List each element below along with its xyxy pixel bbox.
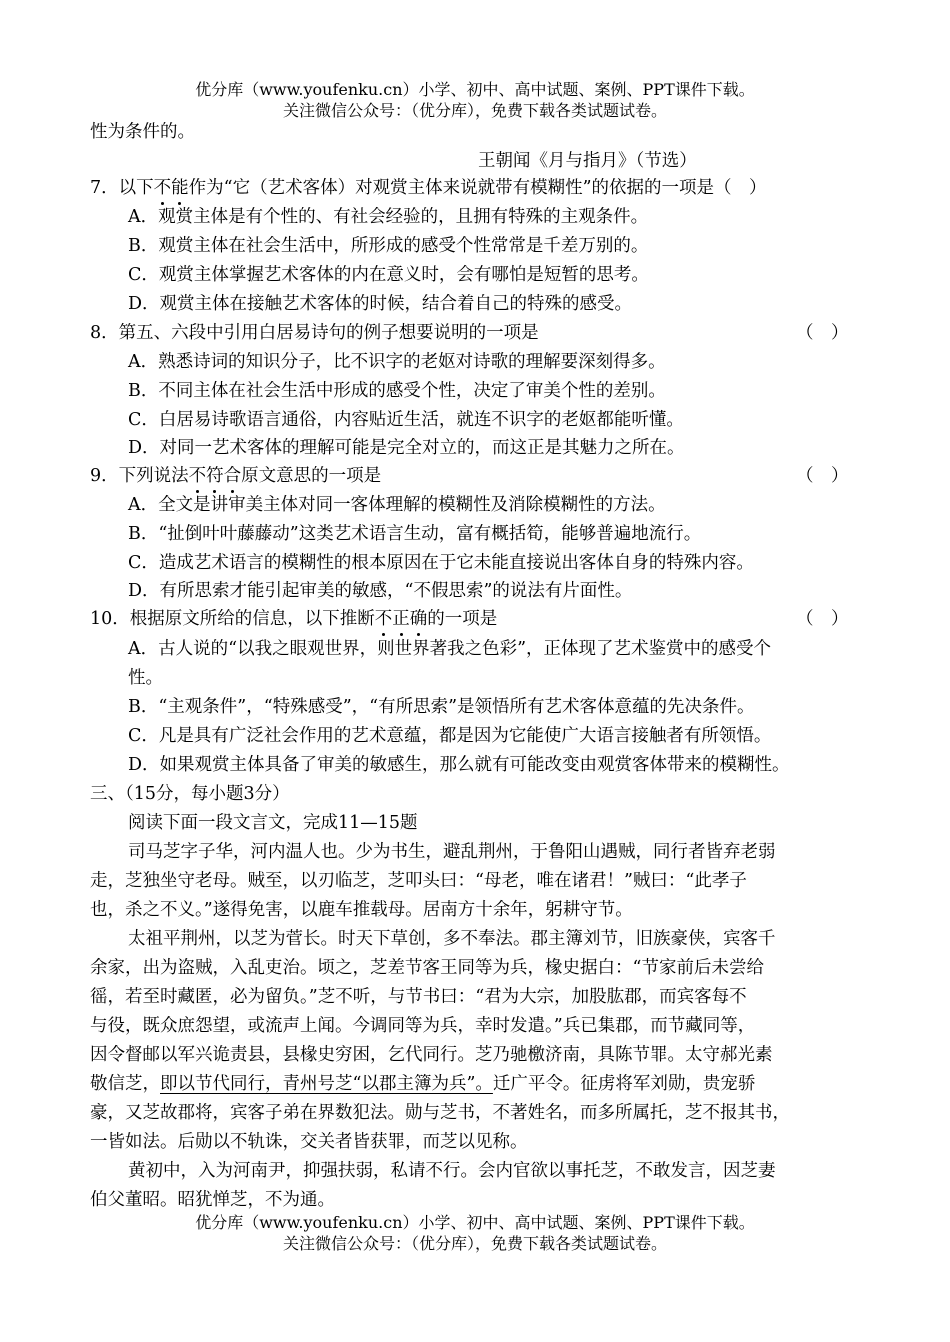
emphasis-mark (189, 466, 242, 486)
question-7-stem (90, 174, 767, 202)
question-8-option-c: C．白居易诗歌语言通俗，内容贴近生活，就连不识字的老妪都能听懂。 (128, 410, 684, 430)
question-7-option-d: D．观赏主体在接触艺术客体的时候，结合着自己的特殊的感受。 (128, 294, 633, 314)
classical-text-line: 伯父董昭。昭犹惮芝，不为通。 (90, 1190, 335, 1210)
emphasis-char: 不 (189, 462, 207, 490)
emphasis-char: 符 (206, 462, 224, 490)
passage-tail: 性为条件的。 (90, 122, 195, 142)
emphasis-char: 正 (392, 605, 410, 633)
question-9-answer-blank: （ ） (796, 466, 849, 486)
emphasis-char: 不 (154, 174, 172, 202)
classical-text-line: 太祖平荆州，以芝为菅长。时天下草创，多不奉法。郡主簿刘节，旧族豪侠，宾客千 (128, 929, 776, 949)
question-8-option-b: B．不同主体在社会生活中形成的感受个性，决定了审美个性的差别。 (128, 381, 666, 401)
question-10-answer-blank: （ ） (796, 609, 849, 629)
stem-text: 原文意思的一项是 (241, 466, 382, 486)
question-10-option-a: A．古人说的“以我之眼观世界，则世界著我之色彩”，正体现了艺术鉴赏中的感受个 (128, 639, 772, 659)
classical-text-line: 司马芝字子华，河内温人也。少为书生，避乱荆州，于鲁阳山遇贼，同行者皆弃老弱 (128, 842, 776, 862)
question-10-stem (90, 605, 497, 633)
stem-text: 9．下列说法 (90, 466, 189, 486)
classical-text-line (90, 1070, 755, 1098)
footer-line-2: 关注微信公众号：（优分库），免费下载各类试题试卷。 (282, 1234, 667, 1253)
question-7-option-c: C．观赏主体掌握艺术客体的内在意义时，会有哪怕是短暂的思考。 (128, 265, 649, 285)
underlined-sentence: 即以节代同行，青州号芝“以郡主簿为兵”。 (160, 1074, 493, 1094)
question-9-option-c: C．造成艺术语言的模糊性的根本原因在于它未能直接说出客体自身的特殊内容。 (128, 553, 754, 573)
passage-source: 王朝闻《月与指月》（节选） (478, 151, 697, 171)
question-7-option-a: A．观赏主体是有个性的、有社会经验的，且拥有特殊的主观条件。 (128, 207, 649, 227)
text-segment: 迁广平令。征虏将军刘勋，贵宠骄 (492, 1074, 756, 1094)
question-8-stem: 8．第五、六段中引用白居易诗句的例子想要说明的一项是 (90, 323, 539, 343)
question-8-answer-blank: （ ） (796, 323, 849, 343)
stem-text: 作为“它（艺术客体）对观赏主体来说就带有模糊性”的依据的一项是（ ） (188, 178, 767, 198)
classical-text-line: 与役，既众庶怨望，或流声上闻。今调同等为兵，幸时发遣。”兵已集郡，而节藏同等， (90, 1016, 756, 1036)
section-3-instruction: 阅读下面一段文言文，完成11—15题 (128, 813, 418, 833)
classical-text-line: 黄初中，入为河南尹，抑强扶弱，私请不行。会内官欲以事托芝，不敢发言，因芝妻 (128, 1161, 776, 1181)
question-8-option-d: D．对同一艺术客体的理解可能是完全对立的，而这正是其魅力之所在。 (128, 438, 685, 458)
question-10-option-d: D．如果观赏主体具备了审美的敏感生，那么就有可能改变由观赏客体带来的模糊性。 (128, 755, 790, 775)
stem-text: 7．以下 (90, 178, 154, 198)
emphasis-mark (375, 609, 428, 629)
question-10-option-b: B．“主观条件”，“特殊感受”，“有所思索”是领悟所有艺术客体意蕴的先决条件。 (128, 697, 755, 717)
header-line-1: 优分库（www.youfenku.cn）小学、初中、高中试题、案例、PPT课件下载。 (195, 80, 755, 99)
emphasis-char: 不 (375, 605, 393, 633)
header-line-2: 关注微信公众号：（优分库），免费下载各类试题试卷。 (282, 101, 667, 120)
question-7-option-b: B．观赏主体在社会生活中，所形成的感受个性常常是千差万别的。 (128, 236, 649, 256)
question-9-stem (90, 462, 381, 490)
emphasis-mark (154, 178, 189, 198)
emphasis-char: 确 (410, 605, 428, 633)
footer-line-1: 优分库（www.youfenku.cn）小学、初中、高中试题、案例、PPT课件下载。 (195, 1213, 755, 1232)
emphasis-char: 能 (171, 174, 189, 202)
classical-text-line: 因令督邮以军兴诡责县，县椽史穷困，乞代同行。芝乃驰檄济南，具陈节罪。太守郝光素 (90, 1045, 773, 1065)
question-9-option-d: D．有所思索才能引起审美的敏感，“不假思索”的说法有片面性。 (128, 581, 633, 601)
classical-text-line: 豪，又芝故郡将，宾客子弟在界数犯法。勋与芝书，不著姓名，而多所属托，芝不报其书， (90, 1103, 790, 1123)
question-10-option-c: C．凡是具有广泛社会作用的艺术意蕴，都是因为它能使广大语言接触者有所领悟。 (128, 726, 772, 746)
classical-text-line: 余家，出为盗贼，入乱吏治。顷之，芝差节客王同等为兵，椽史据白：“节家前后未尝给 (90, 958, 764, 978)
classical-text-line: 一皆如法。后勋以不轨诛，交关者皆获罪，而芝以见称。 (90, 1132, 528, 1152)
question-10-option-a-cont: 性。 (128, 668, 163, 688)
text-segment: 敬信芝， (90, 1074, 160, 1094)
emphasis-char: 合 (224, 462, 242, 490)
section-3-title: 三、（15分，每小题3分） (90, 784, 290, 804)
question-8-option-a: A．熟悉诗词的知识分子，比不识字的老妪对诗歌的理解要深刻得多。 (128, 352, 666, 372)
question-9-option-a: A．全文是讲审美主体对同一客体理解的模糊性及消除模糊性的方法。 (128, 495, 666, 515)
stem-text: 10．根据原文所给的信息，以下推断 (90, 609, 375, 629)
classical-text-line: 也，杀之不义。”遂得免害，以鹿车推载母。居南方十余年，躬耕守节。 (90, 900, 633, 920)
question-9-option-b: B．“扯倒叶叶藤藤动”这类艺术语言生动，富有概括筍，能够普遍地流行。 (128, 524, 702, 544)
classical-text-line: 走，芝独坐守老母。贼至，以刃临芝，芝叩头曰：“母老，唯在诸君！”贼曰：“此孝子 (90, 871, 747, 891)
stem-text: 的一项是 (427, 609, 498, 629)
classical-text-line: 徭，若至时藏匿，必为留负。”芝不听，与节书曰：“君为大宗，加股肱郡，而宾客每不 (90, 987, 747, 1007)
